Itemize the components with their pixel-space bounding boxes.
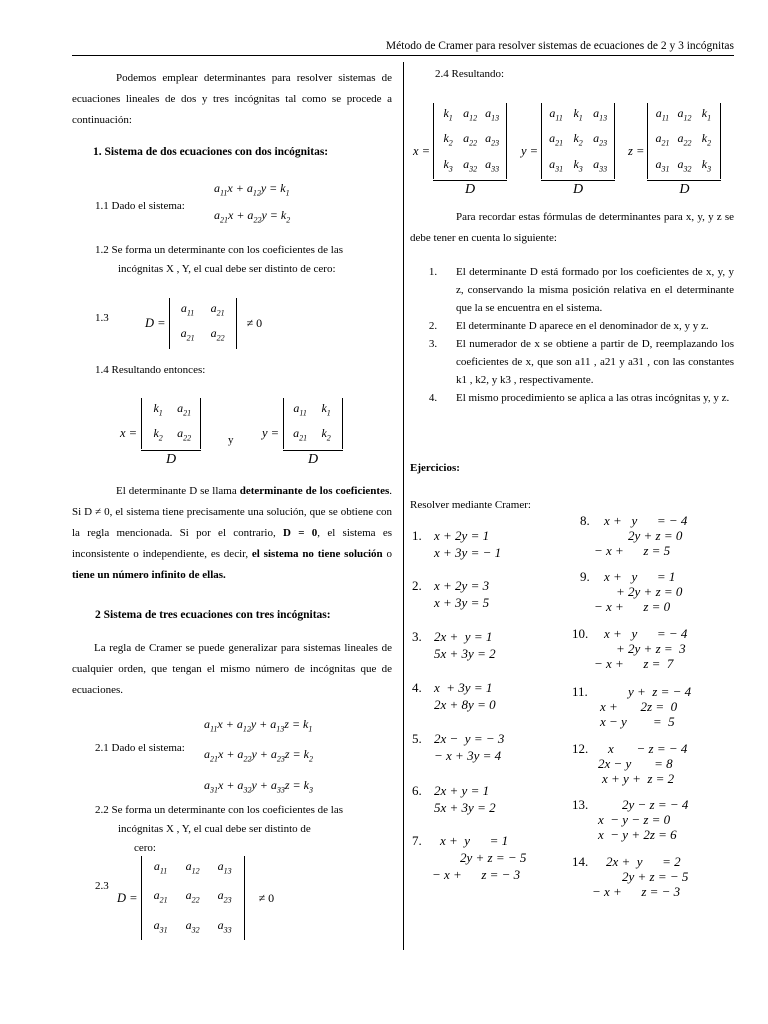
rules-list bbox=[410, 263, 734, 407]
remember-paragraph: Para recordar estas fórmulas de determinantes para x, y, y z se debe tener en cuenta lo siguiente: bbox=[410, 211, 734, 244]
formula-y-2x2: y = $a_{11}$ $k_1$ $a_{21}$ $k_2$ D bbox=[262, 398, 343, 469]
formula-x-3x3: x = $k_1$ $a_{12}$ $a_{13}$ $k_2$ $a_{22}$ $a_{23}$ $k_3$ $a_{32}$ $a_{33}$ D bbox=[413, 103, 507, 199]
rule-item: 4. El mismo procedimiento se aplica a las otras incógnitas y, y z. bbox=[428, 392, 730, 404]
formula-x-2x2: x = $k_1$ $a_{21}$ $k_2$ $a_{22}$ D bbox=[120, 398, 201, 469]
exercise-9: 9. x + y = 1 + 2y + z = 0 − x + z = 0 bbox=[580, 569, 683, 614]
exercise-6: 6. 2x + y = 1 5x + 3y = 2 bbox=[412, 783, 496, 815]
exercise-8: 8. x + y = − 4 2y + z = 0 − x + z = 5 bbox=[580, 513, 688, 558]
step-1-2-line2: incógnitas X , Y, el cual debe ser distinto de cero: bbox=[118, 263, 336, 275]
step-2-4: 2.4 Resultando: bbox=[435, 68, 505, 80]
step-1-1: 1.1 Dado el sistema: bbox=[95, 200, 185, 212]
step-1-2-line1: 1.2 Se forma un determinante con los coeficientes de las bbox=[95, 244, 344, 256]
intro-paragraph: Podemos emplear determinantes para resolver sistemas de ecuaciones lineales de dos y tres incógnitas tal como se procede a continuación: bbox=[72, 72, 392, 126]
formula-y-3x3: y = $a_{11}$ $k_1$ $a_{13}$ $a_{21}$ $k_2$ $a_{23}$ $a_{31}$ $k_3$ $a_{33}$ D bbox=[521, 103, 615, 199]
step-2-3: 2.3 bbox=[95, 880, 109, 892]
exercise-5: 5. 2x − y = − 3 − x + 3y = 4 bbox=[412, 731, 505, 763]
determinant-d-3x3: D = $a_{11}$ $a_{12}$ $a_{13}$ $a_{21}$ $a_{22}$ $a_{23}$ $a_{31}$ $a_{32}$ $a_{33}$ ≠ 0 bbox=[117, 856, 274, 940]
exercises-title: Ejercicios: bbox=[410, 462, 460, 474]
section-2-title: 2 Sistema de tres ecuaciones con tres incógnitas: bbox=[95, 609, 331, 621]
exercise-10: 10. x + y = − 4 + 2y + z = 3 − x + z = 7 bbox=[572, 626, 688, 671]
formula-z-3x3: z = $a_{11}$ $a_{12}$ $k_1$ $a_{21}$ $a_{22}$ $k_2$ $a_{31}$ $a_{32}$ $k_3$ D bbox=[628, 103, 721, 199]
system-3x3: $a_{11}x + a_{12}y + a_{13}z = k_1$ $a_{21}x + a_{22}y + a_{23}z = k_2$ $a_{31}x + a_{32}y + a_{33}z = k_3$ bbox=[204, 717, 313, 795]
step-1-3: 1.3 bbox=[95, 312, 109, 324]
section-2-intro: La regla de Cramer se puede generalizar para sistemas lineales de cualquier orden, que tengan el mismo número de incógnitas que de ecuaciones. bbox=[72, 642, 392, 696]
system-2x2: $a_{11}x + a_{12}y = k_1$ $a_{21}x + a_{22}y = k_2$ bbox=[214, 181, 291, 225]
section-1-title: 1. Sistema de dos ecuaciones con dos incógnitas: bbox=[93, 146, 329, 158]
exercise-3: 3. 2x + y = 1 5x + 3y = 2 bbox=[412, 629, 496, 661]
exercise-7: 7. x + y = 1 2y + z = − 5 − x + z = − 3 bbox=[412, 833, 527, 882]
exercise-2: 2. x + 2y = 3 x + 3y = 5 bbox=[412, 578, 490, 610]
rule-item: 1. El determinante D está formado por los coeficientes de x, y, y z, conservando la misma posición relativa en el determinante que la se encuentra en el sistema. bbox=[428, 266, 734, 314]
step-2-1: 2.1 Dado el sistema: bbox=[95, 742, 185, 754]
rule-item: 3. El numerador de x se obtiene a partir de D, reemplazando los coeficientes de x, que son a11 , a21 y a31 , con las constantes k1 , k2, y k3 , respectivamente. bbox=[428, 338, 734, 386]
step-1-4: 1.4 Resultando entonces: bbox=[95, 364, 206, 376]
exercise-12: 12. x − z = − 4 2x − y = 8 x + y + z = 2 bbox=[572, 741, 688, 786]
step-2-2-line2: incógnitas X , Y, el cual debe ser distinto de bbox=[118, 823, 311, 835]
exercise-4: 4. x + 3y = 1 2x + 8y = 0 bbox=[412, 680, 496, 712]
not-equal-zero: ≠ 0 bbox=[246, 315, 263, 330]
not-equal-zero-3x3: ≠ 0 bbox=[258, 890, 275, 905]
exercise-1: 1. x + 2y = 1 x + 3y = − 1 bbox=[412, 528, 502, 560]
exercise-14: 14. 2x + y = 2 2y + z = − 5 − x + z = − 3 bbox=[572, 854, 689, 899]
determinant-d-2x2: D = $a_{11}$ $a_{21}$ $a_{21}$ $a_{22}$ ≠ 0 bbox=[145, 298, 262, 349]
exercises-subtitle: Resolver mediante Cramer: bbox=[410, 499, 531, 511]
rule-item: 2. El determinante D aparece en el denominador de x, y y z. bbox=[428, 320, 709, 332]
step-2-2-line1: 2.2 Se forma un determinante con los coeficientes de las bbox=[95, 804, 344, 816]
column-divider bbox=[403, 62, 404, 950]
exercise-13: 13. 2y − z = − 4 x − y − z = 0 x − y + 2z = 6 bbox=[572, 797, 689, 842]
step-2-2-line3: cero: bbox=[134, 842, 156, 854]
header-rule bbox=[72, 55, 734, 56]
exercise-11: 11. y + z = − 4 x + 2z = 0 x − y = 5 bbox=[572, 684, 692, 729]
determinant-explanation: El determinante D se llama determinante de los coeficientes. Si D ≠ 0, el sistema tiene precisamente una solución, que se obtiene con la regla mencionada. Si por el contrario, D = 0, el sistema es inconsistente o independiente, es decir, el sistema no tiene solución o tiene un número infinito de ellas. bbox=[72, 485, 393, 581]
and-word: y bbox=[228, 434, 234, 446]
page-header-title: Método de Cramer para resolver sistemas de ecuaciones de 2 y 3 incógnitas bbox=[385, 40, 734, 52]
